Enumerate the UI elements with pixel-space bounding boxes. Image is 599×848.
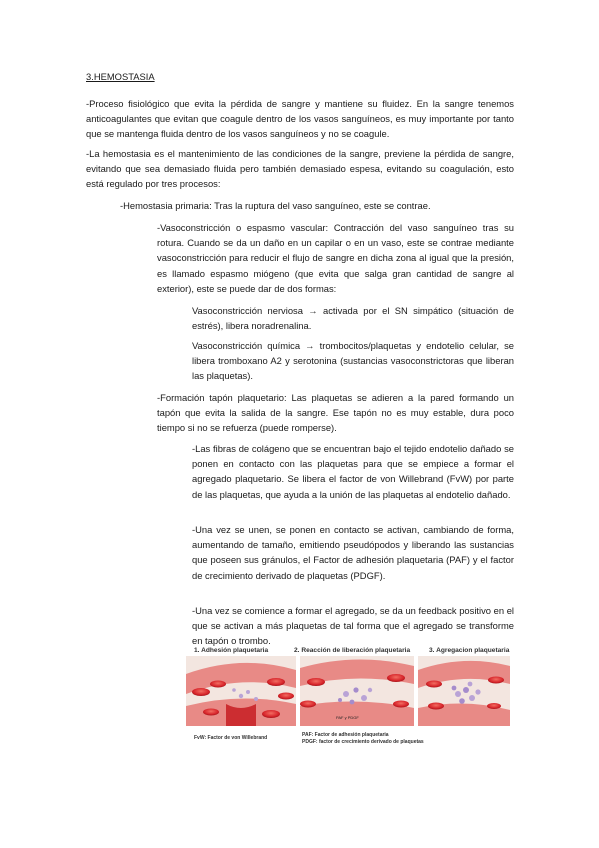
- caption-pdgf: PDGF: factor de crecimiento derivado de plaquetas: [302, 739, 424, 745]
- paragraph-chemical-vasoconstriction: Vasoconstricción química → trombocitos/plaquetas y endotelio celular, se libera tromboxano A2 y serotonina (sustancias vasoconstrictoras que liberan las plaquetas).: [192, 340, 514, 382]
- panel1-illustration: [186, 656, 296, 726]
- panel1-title: 1. Adhesión plaquetaria: [194, 647, 269, 654]
- paragraph-nervous-vasoconstriction: Vasoconstricción nerviosa → activada por el SN simpático (situación de estrés), libera noradrenalina.: [192, 305, 514, 332]
- paragraph-feedback: -Una vez se comience a formar el agregado, se da un feedback positivo en el que se activan a más plaquetas de tal forma que el agregado se transforme en tapón o trombo.: [192, 605, 514, 647]
- paragraph-definition: -Proceso fisiológico que evita la pérdida de sangre y mantiene su fluidez. En la sangre tenemos anticoagulantes que evitan que coagule dentro de los vasos sanguíneos, es muy importante por tanto que se mantenga fluida dentro de los vasos sanguíneos y no se coagule.: [86, 98, 514, 140]
- paragraph-hemostasis: -La hemostasia es el mantenimiento de las condiciones de la sangre, previene la pérdida de sangre, evitando que sea demasiado fluida pero también demasiado espesa, evitando su coagulación, esto está regulado por tres procesos:: [86, 148, 514, 190]
- paragraph-vasoconstriction: -Vasoconstricción o espasmo vascular: Contracción del vaso sanguíneo tras su rotura. Cuando se da un daño en un capilar o en un vaso, este se contrae mediante vasoconstricción para reducir el flujo de sangre en dicha zona al igual que la presión, es llamado espasmo miógeno (que evita que salga gran cantidad de sangre al exterior), este se puede dar de dos formas:: [157, 222, 514, 294]
- caption-fvw: FvW: Factor de von Willebrand: [194, 735, 268, 741]
- paragraph-platelet-plug: -Formación tapón plaquetario: Las plaquetas se adieren a la pared formando un tapón que evita la salida de la sangre. Ese tapón no es muy estable, dura poco tiempo si no se refuerza (puede romperse).: [157, 392, 514, 434]
- panel2-illustration: [300, 656, 414, 726]
- panel2-label: PAF y PDGF: [336, 715, 359, 720]
- paragraph-activation: -Una vez se unen, se ponen en contacto se activan, cambiando de forma, aumentando de tamaño, emitiendo pseudópodos y liberando las sustancias que poseen sus gránulos, el Factor de adhesión plaquetaria (PAF) y el factor de crecimiento derivado de plaquetas (PDGF).: [192, 524, 514, 581]
- panel3-illustration: [418, 656, 510, 726]
- panel2-title: 2. Reacción de liberación plaquetaria: [294, 647, 411, 654]
- paragraph-collagen: -Las fibras de colágeno que se encuentran bajo el tejido endotelio dañado se ponen en contacto con las plaquetas para que se empiece a formar el agregado plaquetario. Se libera el factor de von Willebrand (FvW) por parte de las plaquetas, que ayuda a la unión de las plaquetas al endotelio dañado.: [192, 443, 514, 500]
- platelet-hemostasis-figure: [186, 644, 510, 750]
- section-title: 3.HEMOSTASIA: [86, 71, 155, 82]
- panel3-title: 3. Agregacion plaquetaria: [429, 647, 510, 654]
- caption-paf: PAF: Factor de adhesión plaquetaria: [302, 732, 389, 738]
- paragraph-primary-hemostasis: -Hemostasia primaria: Tras la ruptura del vaso sanguíneo, este se contrae.: [120, 200, 431, 211]
